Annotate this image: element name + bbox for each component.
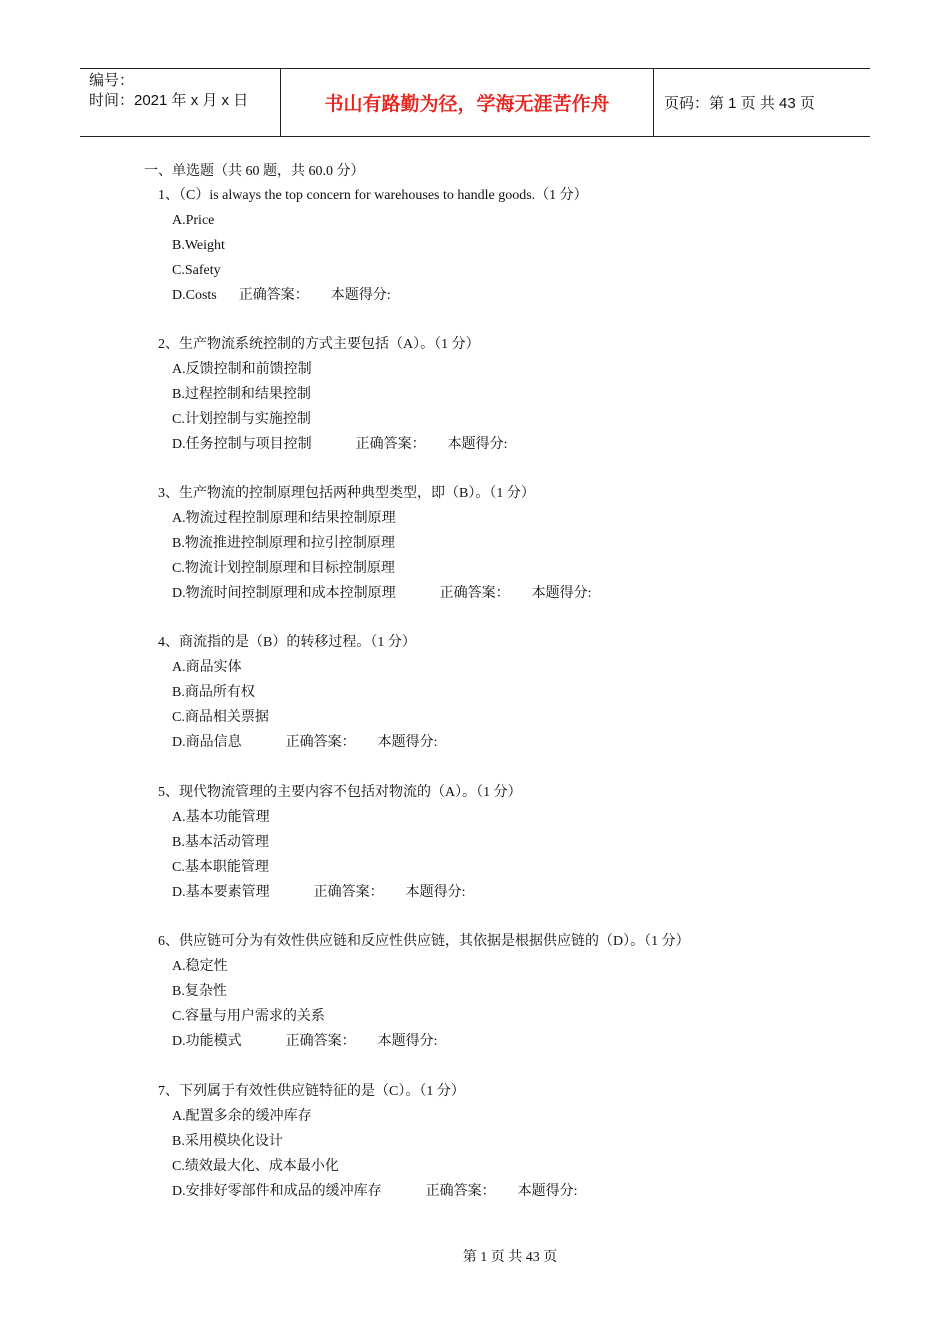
option-a: A.商品实体 bbox=[172, 660, 242, 675]
question-3 bbox=[158, 481, 858, 606]
option-a: A.配置多余的缓冲库存 bbox=[172, 1109, 312, 1124]
motto-text: 书山有路勤为径，学海无涯苦作舟 bbox=[324, 94, 610, 115]
correct-answer-label: 正确答案： bbox=[355, 437, 426, 452]
option-d-row bbox=[158, 880, 858, 905]
question-stem: 4、商流指的是（B）的转移过程。（1 分） bbox=[158, 635, 416, 650]
question-5 bbox=[158, 780, 858, 905]
score-label: 本题得分: bbox=[377, 735, 438, 750]
option-d: D.任务控制与项目控制 bbox=[172, 437, 312, 452]
option-b: B.过程控制和结果控制 bbox=[172, 387, 311, 402]
option-c: C.容量与用户需求的关系 bbox=[172, 1009, 325, 1024]
option-a: A.基本功能管理 bbox=[172, 810, 270, 825]
question-stem: 5、现代物流管理的主要内容不包括对物流的（A）。（1 分） bbox=[158, 785, 522, 800]
header-left-cell bbox=[80, 69, 281, 136]
option-b: B.复杂性 bbox=[172, 984, 227, 999]
question-stem: 6、供应链可分为有效性供应链和反应性供应链，其依据是根据供应链的（D）。（1 分） bbox=[158, 934, 690, 949]
option-c: C.商品相关票据 bbox=[172, 710, 269, 725]
question-6 bbox=[158, 929, 858, 1054]
option-a: A.Price bbox=[172, 213, 215, 228]
question-stem: 1、（C）is always the top concern for warehouses to handle goods.（1 分） bbox=[158, 188, 588, 203]
correct-answer-label: 正确答案： bbox=[425, 1184, 496, 1199]
option-a: A.稳定性 bbox=[172, 959, 228, 974]
question-2 bbox=[158, 332, 858, 457]
correct-answer-label: 正确答案： bbox=[439, 586, 510, 601]
option-d: D.功能模式 bbox=[172, 1034, 242, 1049]
correct-answer-label: 正确答案： bbox=[313, 885, 384, 900]
question-7 bbox=[158, 1079, 858, 1204]
option-d-row bbox=[158, 1179, 858, 1204]
option-d: D.物流时间控制原理和成本控制原理 bbox=[172, 586, 396, 601]
option-b: B.Weight bbox=[172, 238, 225, 253]
score-label: 本题得分: bbox=[377, 1034, 438, 1049]
option-d-row bbox=[158, 730, 858, 755]
option-b: B.商品所有权 bbox=[172, 685, 255, 700]
option-c: C.计划控制与实施控制 bbox=[172, 412, 311, 427]
option-c: C.基本职能管理 bbox=[172, 860, 269, 875]
option-b: B.采用模块化设计 bbox=[172, 1134, 283, 1149]
section-title: 一、单选题（共 60 题，共 60.0 分） bbox=[144, 164, 365, 179]
correct-answer-label: 正确答案： bbox=[285, 1034, 356, 1049]
option-c: C.绩效最大化、成本最小化 bbox=[172, 1159, 339, 1174]
header-page-cell bbox=[654, 69, 870, 136]
question-stem: 2、生产物流系统控制的方式主要包括（A）。（1 分） bbox=[158, 337, 480, 352]
score-label: 本题得分: bbox=[447, 437, 508, 452]
page-number-label: 页码：第 1 页 共 43 页 bbox=[664, 95, 815, 112]
option-d: D.Costs bbox=[172, 288, 217, 303]
question-4 bbox=[158, 630, 858, 755]
score-label: 本题得分: bbox=[405, 885, 466, 900]
option-b: B.基本活动管理 bbox=[172, 835, 269, 850]
option-a: A.反馈控制和前馈控制 bbox=[172, 362, 312, 377]
page-footer: 第 1 页 共 43 页 bbox=[462, 1250, 558, 1265]
document-number-label: 编号： bbox=[89, 72, 135, 89]
option-d-row bbox=[158, 1029, 858, 1054]
question-1 bbox=[158, 183, 858, 308]
option-d-row bbox=[158, 283, 858, 308]
option-b: B.物流推进控制原理和拉引控制原理 bbox=[172, 536, 395, 551]
score-label: 本题得分: bbox=[531, 586, 592, 601]
page-header bbox=[80, 68, 870, 137]
score-label: 本题得分: bbox=[517, 1184, 578, 1199]
option-d: D.商品信息 bbox=[172, 735, 242, 750]
correct-answer-label: 正确答案： bbox=[238, 288, 309, 303]
question-stem: 3、生产物流的控制原理包括两种典型类型，即（B）。（1 分） bbox=[158, 486, 535, 501]
option-a: A.物流过程控制原理和结果控制原理 bbox=[172, 511, 396, 526]
option-c: C.Safety bbox=[172, 263, 221, 278]
question-stem: 7、下列属于有效性供应链特征的是（C）。（1 分） bbox=[158, 1084, 465, 1099]
correct-answer-label: 正确答案： bbox=[285, 735, 356, 750]
score-label: 本题得分: bbox=[330, 288, 391, 303]
document-time-label: 时间：2021 年 x 月 x 日 bbox=[89, 92, 249, 109]
option-d: D.基本要素管理 bbox=[172, 885, 270, 900]
header-motto-cell bbox=[281, 69, 654, 136]
option-d-row bbox=[158, 432, 858, 457]
option-c: C.物流计划控制原理和目标控制原理 bbox=[172, 561, 395, 576]
option-d: D.安排好零部件和成品的缓冲库存 bbox=[172, 1184, 382, 1199]
option-d-row bbox=[158, 581, 858, 606]
